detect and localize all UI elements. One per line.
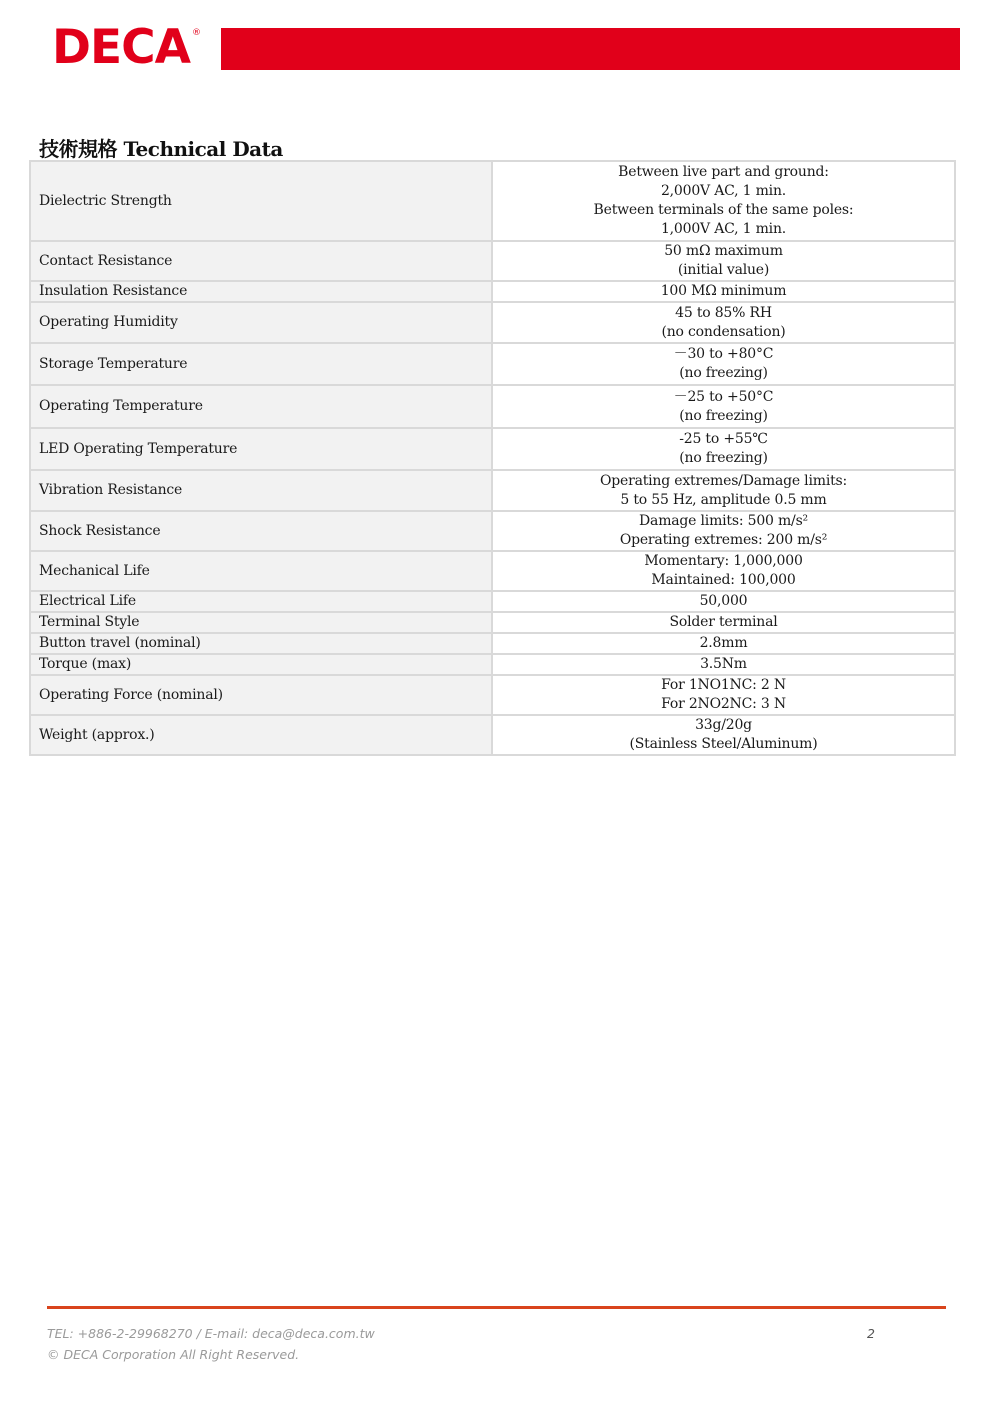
spec-row xyxy=(30,161,955,241)
spec-value-line: Maintained: 100,000 xyxy=(651,572,796,588)
footer-copyright: © DECA Corporation All Right Reserved. xyxy=(47,1347,300,1362)
spec-value xyxy=(492,675,955,715)
spec-row xyxy=(30,715,955,755)
spec-value-line: (no freezing) xyxy=(679,450,768,466)
spec-value xyxy=(492,551,955,591)
page-number: 2 xyxy=(867,1326,875,1341)
spec-value-line: Operating extremes: 200 m/s² xyxy=(619,532,828,548)
spec-value xyxy=(492,281,955,302)
spec-row xyxy=(30,591,955,612)
spec-label: Contact Resistance xyxy=(30,241,492,281)
spec-value-line: (initial value) xyxy=(677,262,770,278)
spec-value-line: (no freezing) xyxy=(679,365,768,381)
spec-row xyxy=(30,511,955,551)
spec-value-line: Damage limits: 500 m/s² xyxy=(639,513,808,529)
spec-value-line: Operating extremes/Damage limits: xyxy=(599,472,848,489)
spec-value-line: 45 to 85% RH xyxy=(675,304,772,321)
footer-divider xyxy=(47,1306,946,1309)
spec-row xyxy=(30,675,955,715)
spec-row xyxy=(30,470,955,511)
spec-value-line: 3.5Nm xyxy=(700,656,747,672)
spec-value xyxy=(492,470,955,511)
spec-label: Operating Force (nominal) xyxy=(30,675,492,715)
spec-row xyxy=(30,385,955,428)
spec-label: Electrical Life xyxy=(30,591,492,612)
spec-value-line: -25 to +55℃ xyxy=(679,431,768,447)
spec-row xyxy=(30,633,955,654)
spec-value-line: 2,000V AC, 1 min. xyxy=(660,183,787,199)
spec-value-line: 50,000 xyxy=(699,593,748,609)
spec-value-line: For 1NO1NC: 2 N xyxy=(661,677,786,693)
spec-value-line: 100 MΩ minimum xyxy=(660,283,787,299)
spec-label: Operating Humidity xyxy=(30,302,492,343)
spec-row xyxy=(30,281,955,302)
spec-value-line: 33g/20g xyxy=(695,717,752,733)
spec-row xyxy=(30,302,955,343)
spec-value-line: Momentary: 1,000,000 xyxy=(644,553,803,569)
spec-label: Terminal Style xyxy=(30,612,492,633)
header-red-band xyxy=(221,28,960,70)
spec-value xyxy=(492,343,955,385)
spec-label: Button travel (nominal) xyxy=(30,633,492,654)
spec-value-line: For 2NO2NC: 3 N xyxy=(661,696,786,712)
spec-label: Torque (max) xyxy=(30,654,492,675)
spec-value xyxy=(492,511,955,551)
spec-value-line: Between terminals of the same poles: xyxy=(593,202,854,218)
spec-value xyxy=(492,633,955,654)
spec-value-line: －25 to +50°C xyxy=(673,388,774,405)
spec-value-line: 50 mΩ maximum xyxy=(664,243,783,259)
spec-value-line: Between live part and ground: xyxy=(618,164,829,180)
spec-label: Dielectric Strength xyxy=(30,161,492,241)
spec-value xyxy=(492,654,955,675)
spec-value xyxy=(492,715,955,755)
spec-value-line: 5 to 55 Hz, amplitude 0.5 mm xyxy=(620,491,827,508)
spec-label: Insulation Resistance xyxy=(30,281,492,302)
spec-value-line: (Stainless Steel/Aluminum) xyxy=(629,736,818,752)
footer-contact: TEL: +886-2-29968270 / E-mail: deca@deca.com.tw xyxy=(47,1326,375,1341)
spec-value xyxy=(492,612,955,633)
spec-value-line: Solder terminal xyxy=(669,614,778,630)
spec-value xyxy=(492,591,955,612)
spec-label: Operating Temperature xyxy=(30,385,492,428)
registered-mark: ® xyxy=(192,28,200,38)
spec-value xyxy=(492,241,955,281)
spec-row xyxy=(30,241,955,281)
spec-value xyxy=(492,161,955,241)
spec-value xyxy=(492,385,955,428)
spec-value-line: (no freezing) xyxy=(679,407,768,424)
spec-row xyxy=(30,654,955,675)
spec-row xyxy=(30,428,955,470)
deca-logo xyxy=(52,20,200,75)
spec-value-line: 1,000V AC, 1 min. xyxy=(660,221,787,237)
spec-label: Shock Resistance xyxy=(30,511,492,551)
spec-value-line: －30 to +80°C xyxy=(673,346,774,362)
spec-label: LED Operating Temperature xyxy=(30,428,492,470)
spec-value-line: (no condensation) xyxy=(661,323,786,340)
spec-value xyxy=(492,428,955,470)
spec-row xyxy=(30,343,955,385)
section-title: 技術規格 Technical Data xyxy=(39,137,283,161)
logo-text: DECA xyxy=(52,20,190,75)
spec-label: Vibration Resistance xyxy=(30,470,492,511)
spec-value-line: 2.8mm xyxy=(699,635,748,651)
spec-row xyxy=(30,551,955,591)
technical-data-table xyxy=(29,160,956,756)
spec-label: Mechanical Life xyxy=(30,551,492,591)
spec-value xyxy=(492,302,955,343)
spec-label: Storage Temperature xyxy=(30,343,492,385)
spec-label: Weight (approx.) xyxy=(30,715,492,755)
spec-row xyxy=(30,612,955,633)
